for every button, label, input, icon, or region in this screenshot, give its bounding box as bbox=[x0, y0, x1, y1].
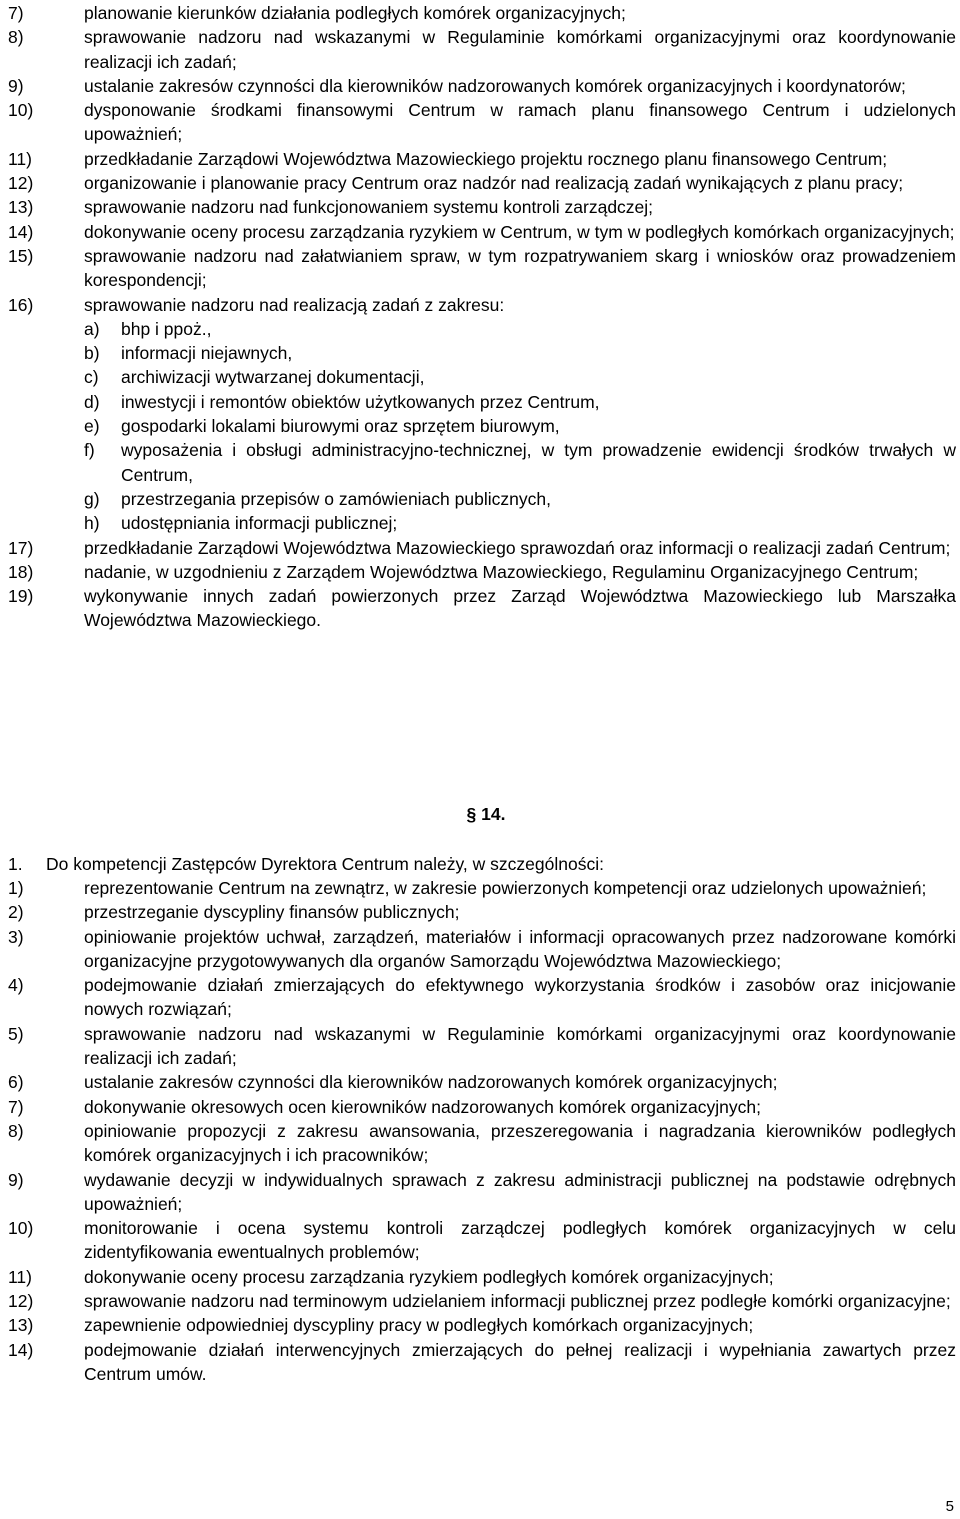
item-text: podejmowanie działań interwencyjnych zmierzających do pełnej realizacji i wypełniania zawartych przez Centrum umów. bbox=[84, 1339, 956, 1384]
item-number: 3) bbox=[8, 926, 24, 947]
list-item bbox=[8, 536, 956, 560]
list-item bbox=[8, 876, 956, 900]
item-number: 13) bbox=[8, 1315, 34, 1336]
list-item bbox=[8, 973, 956, 1022]
item-text: podejmowanie działań zmierzających do efektywnego wykorzystania środków i zasobów oraz inicjowanie nowych rozwiązań; bbox=[84, 975, 956, 1020]
item-number: 6) bbox=[8, 1072, 24, 1093]
section-title: § 14. bbox=[466, 804, 506, 824]
sub-item-letter: d) bbox=[84, 391, 100, 412]
list-item bbox=[8, 1338, 956, 1387]
item-text: reprezentowanie Centrum na zewnątrz, w zakresie powierzonych kompetencji oraz udzielonych upoważnień; bbox=[84, 878, 927, 898]
item-number: 19) bbox=[8, 586, 34, 607]
sub-item-letter: f) bbox=[84, 440, 95, 461]
sub-list bbox=[84, 317, 956, 536]
item-text: sprawowanie nadzoru nad wskazanymi w Regulaminie komórkami organizacyjnymi oraz koordynowanie realizacji ich zadań; bbox=[84, 1023, 956, 1069]
item-text: przedkładanie Zarządowi Województwa Mazowieckiego sprawozdań oraz informacji o realizacji zadań Centrum; bbox=[84, 537, 951, 558]
section-heading bbox=[0, 802, 960, 826]
list-item bbox=[8, 74, 956, 98]
list-item bbox=[8, 560, 956, 584]
item-text: sprawowanie nadzoru nad załatwianiem spraw, w tym rozpatrywaniem skarg i wniosków oraz prowadzeniem korespondencji; bbox=[84, 245, 956, 291]
sub-item-text: informacji niejawnych, bbox=[121, 343, 293, 364]
sub-item-text: archiwizacji wytwarzanej dokumentacji, bbox=[121, 367, 425, 388]
item-text: przestrzeganie dyscypliny finansów publicznych; bbox=[84, 902, 460, 923]
paragraph-intro-text: Do kompetencji Zastępców Dyrektora Centrum należy, w szczególności: bbox=[46, 854, 604, 874]
list-item bbox=[8, 1022, 956, 1071]
sub-list-item bbox=[84, 365, 956, 389]
sub-item-letter: e) bbox=[84, 416, 100, 437]
item-text: dokonywanie okresowych ocen kierowników nadzorowanych komórek organizacyjnych; bbox=[84, 1096, 762, 1117]
item-number: 11) bbox=[8, 148, 32, 169]
sub-item-text: przestrzegania przepisów o zamówieniach publicznych, bbox=[121, 488, 551, 509]
item-text: opiniowanie propozycji z zakresu awansowania, przeszeregowania i nagradzania kierowników podległych komórek organizacyjnych i ich pracowników; bbox=[84, 1120, 956, 1166]
sub-item-text: wyposażenia i obsługi administracyjno-technicznej, w tym prowadzenie ewidencji środków trwałych w Centrum, bbox=[121, 440, 956, 485]
list-item bbox=[8, 293, 956, 536]
sub-list-item bbox=[84, 487, 956, 511]
item-text: dokonywanie oceny procesu zarządzania ryzykiem w Centrum, w tym w podległych komórkach organizacyjnych; bbox=[84, 221, 955, 242]
list-item bbox=[8, 1313, 956, 1337]
sub-list-item bbox=[84, 511, 956, 535]
sub-item-text: udostępniania informacji publicznej; bbox=[121, 513, 398, 534]
item-number: 12) bbox=[8, 1291, 34, 1312]
item-number: 15) bbox=[8, 245, 34, 266]
item-number: 14) bbox=[8, 1339, 34, 1360]
item-text: sprawowanie nadzoru nad wskazanymi w Regulaminie komórkami organizacyjnymi oraz koordynowanie realizacji ich zadań; bbox=[84, 27, 956, 72]
sub-item-letter: c) bbox=[84, 367, 99, 388]
item-text: planowanie kierunków działania podległych komórek organizacyjnych; bbox=[84, 3, 626, 23]
sub-list-item bbox=[84, 414, 956, 438]
list-item bbox=[8, 1, 956, 25]
item-number: 18) bbox=[8, 561, 34, 582]
item-number: 14) bbox=[8, 221, 34, 242]
item-text: przedkładanie Zarządowi Województwa Mazowieckiego projektu rocznego planu finansowego Centrum; bbox=[84, 148, 888, 169]
paragraph-intro bbox=[8, 852, 956, 876]
sub-list-item bbox=[84, 317, 956, 341]
sub-list-item bbox=[84, 390, 956, 414]
list-item bbox=[8, 1119, 956, 1168]
list-item bbox=[8, 98, 956, 147]
list-item bbox=[8, 244, 956, 293]
item-number: 7) bbox=[8, 3, 24, 23]
item-text: sprawowanie nadzoru nad terminowym udzielaniem informacji publicznej przez podległe komórki organizacyjne; bbox=[84, 1291, 951, 1312]
list-item bbox=[8, 1216, 956, 1265]
item-number: 5) bbox=[8, 1023, 24, 1044]
item-number: 13) bbox=[8, 197, 34, 218]
item-number: 8) bbox=[8, 27, 24, 48]
list-item bbox=[8, 1289, 956, 1313]
duties-list-continued bbox=[8, 1, 956, 633]
sub-item-letter: b) bbox=[84, 343, 100, 364]
item-text: zapewnienie odpowiedniej dyscypliny pracy w podległych komórkach organizacyjnych; bbox=[84, 1315, 754, 1336]
item-text: nadanie, w uzgodnieniu z Zarządem Województwa Mazowieckiego, Regulaminu Organizacyjnego Centrum; bbox=[84, 561, 919, 582]
page-number: 5 bbox=[945, 1498, 954, 1515]
sub-list-item bbox=[84, 438, 956, 487]
list-item bbox=[8, 1095, 956, 1119]
list-item bbox=[8, 195, 956, 219]
item-text: sprawowanie nadzoru nad funkcjonowaniem systemu kontroli zarządczej; bbox=[84, 197, 654, 218]
item-number: 17) bbox=[8, 537, 34, 558]
item-text: monitorowanie i ocena systemu kontroli zarządczej podległych komórek organizacyjnych w celu zidentyfikowania ewentualnych problemów; bbox=[84, 1218, 956, 1263]
sub-list-item bbox=[84, 341, 956, 365]
list-item bbox=[8, 925, 956, 974]
item-text: dysponowanie środkami finansowymi Centrum w ramach planu finansowego Centrum i udzielonych upoważnień; bbox=[84, 100, 956, 145]
competence-list bbox=[8, 876, 956, 1386]
list-item bbox=[8, 25, 956, 74]
item-number: 2) bbox=[8, 902, 24, 923]
list-item bbox=[8, 220, 956, 244]
item-number: 10) bbox=[8, 1218, 34, 1239]
item-text: opiniowanie projektów uchwał, zarządzeń, materiałów i informacji opracowanych przez nadzorowane komórki organizacyjne przygotowywanych dla organów Samorządu Województwa Mazowieckiego; bbox=[84, 926, 956, 971]
list-item bbox=[8, 900, 956, 924]
sub-item-text: gospodarki lokalami biurowymi oraz sprzętem biurowym, bbox=[121, 416, 560, 437]
sub-item-letter: g) bbox=[84, 488, 100, 509]
list-item bbox=[8, 1168, 956, 1217]
sub-item-text: bhp i ppoż., bbox=[121, 318, 212, 339]
sub-item-text: inwestycji i remontów obiektów użytkowanych przez Centrum, bbox=[121, 391, 600, 412]
item-number: 1) bbox=[8, 878, 24, 898]
item-number: 12) bbox=[8, 173, 34, 194]
list-item bbox=[8, 147, 956, 171]
sub-item-letter: h) bbox=[84, 513, 100, 534]
item-text: ustalanie zakresów czynności dla kierowników nadzorowanych komórek organizacyjnych i koordynatorów; bbox=[84, 75, 906, 96]
item-number: 8) bbox=[8, 1120, 24, 1141]
item-text: dokonywanie oceny procesu zarządzania ryzykiem podległych komórek organizacyjnych; bbox=[84, 1266, 774, 1287]
list-item bbox=[8, 171, 956, 195]
item-text: wydawanie decyzji w indywidualnych sprawach z zakresu administracji publicznej na podstawie odrębnych upoważnień; bbox=[84, 1169, 956, 1214]
item-text: ustalanie zakresów czynności dla kierowników nadzorowanych komórek organizacyjnych; bbox=[84, 1072, 778, 1093]
item-text: wykonywanie innych zadań powierzonych przez Zarząd Województwa Mazowieckiego lub Marszałka Województwa Mazowieckiego. bbox=[84, 586, 956, 631]
item-number: 10) bbox=[8, 100, 34, 121]
list-item bbox=[8, 584, 956, 633]
list-item bbox=[8, 1070, 956, 1094]
item-number: 16) bbox=[8, 294, 34, 315]
paragraph-number: 1. bbox=[8, 854, 23, 874]
item-text: organizowanie i planowanie pracy Centrum oraz nadzór nad realizacją zadań wynikających z planu pracy; bbox=[84, 173, 904, 194]
item-number: 9) bbox=[8, 75, 24, 96]
item-number: 4) bbox=[8, 975, 24, 996]
list-item bbox=[8, 1265, 956, 1289]
item-number: 9) bbox=[8, 1169, 24, 1190]
item-number: 11) bbox=[8, 1266, 32, 1287]
item-number: 7) bbox=[8, 1096, 24, 1117]
item-text: sprawowanie nadzoru nad realizacją zadań z zakresu: bbox=[84, 294, 505, 315]
sub-item-letter: a) bbox=[84, 318, 100, 339]
